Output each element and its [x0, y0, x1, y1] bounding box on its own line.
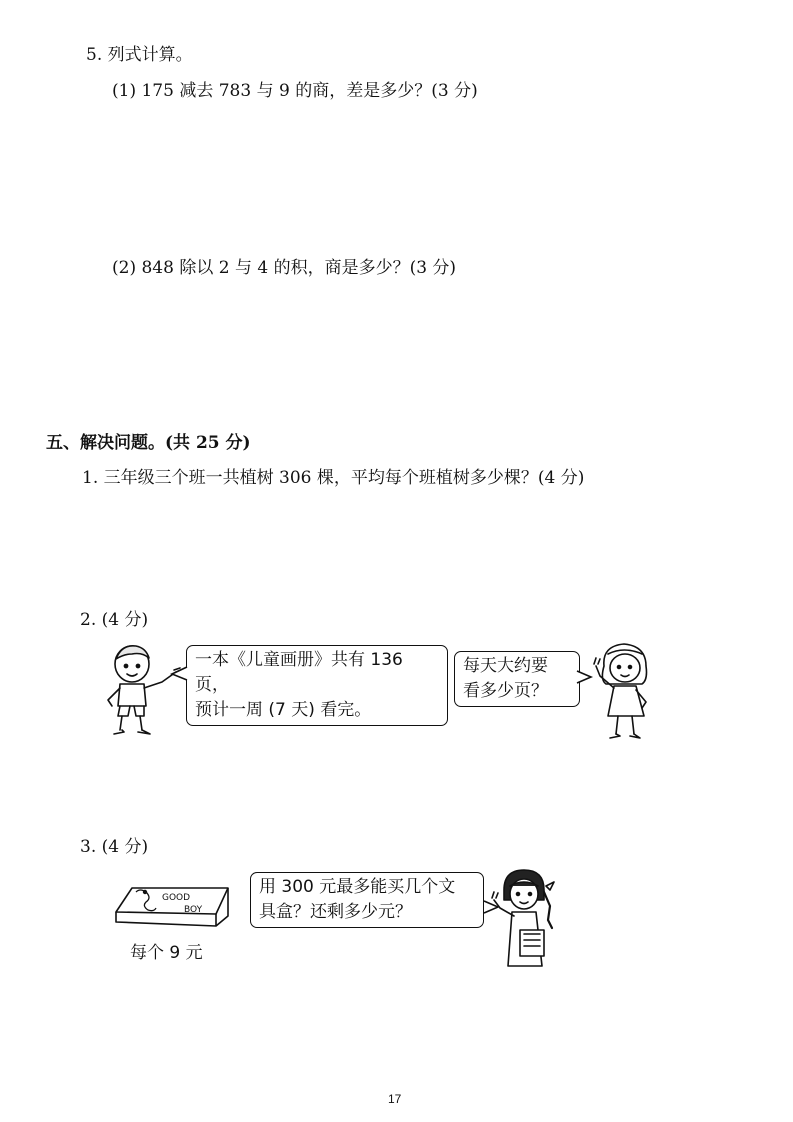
girl-with-braids-illustration	[490, 866, 560, 976]
pencil-box-illustration	[112, 882, 232, 934]
girl-2-speech-line-2: 具盒？还剩多少元？	[259, 902, 412, 922]
girl-2-speech-line-1: 用 300 元最多能买几个文	[259, 877, 456, 897]
pencil-box-text-good: GOOD	[162, 893, 191, 903]
question-5-1: (1) 175 减去 783 与 9 的商，差是多少？(3 分)	[112, 81, 478, 101]
problem-3-label: 3. (4 分)	[80, 837, 149, 857]
girl-illustration	[592, 640, 662, 744]
page-number: 17	[388, 1092, 402, 1106]
section-problems-title: 五、解决问题。(共 25 分)	[46, 433, 251, 453]
problem-1: 1. 三年级三个班一共植树 306 棵，平均每个班植树多少棵？(4 分)	[82, 468, 585, 488]
question-5-2: (2) 848 除以 2 与 4 的积，商是多少？(3 分)	[112, 258, 457, 278]
boy-speech-line-2: 预计一周 (7 天) 看完。	[195, 700, 372, 720]
boy-illustration	[102, 642, 184, 740]
problem-2-label: 2. (4 分)	[80, 610, 149, 630]
girl-speech-bubble	[454, 651, 580, 707]
boy-speech-line-1: 一本《儿童画册》共有 136 页，	[195, 650, 403, 695]
pencil-box-text-boy: BOY	[184, 905, 203, 915]
section-5-title: 5. 列式计算。	[86, 45, 193, 65]
girl-speech-line-1: 每天大约要	[463, 656, 548, 676]
pencil-box-price: 每个 9 元	[130, 943, 203, 963]
girl-speech-line-2: 看多少页？	[463, 681, 548, 701]
boy-bubble-tail	[170, 664, 190, 684]
girl-2-speech-bubble	[250, 872, 484, 928]
girl-bubble-tail	[575, 668, 593, 686]
boy-speech-bubble	[186, 645, 448, 726]
